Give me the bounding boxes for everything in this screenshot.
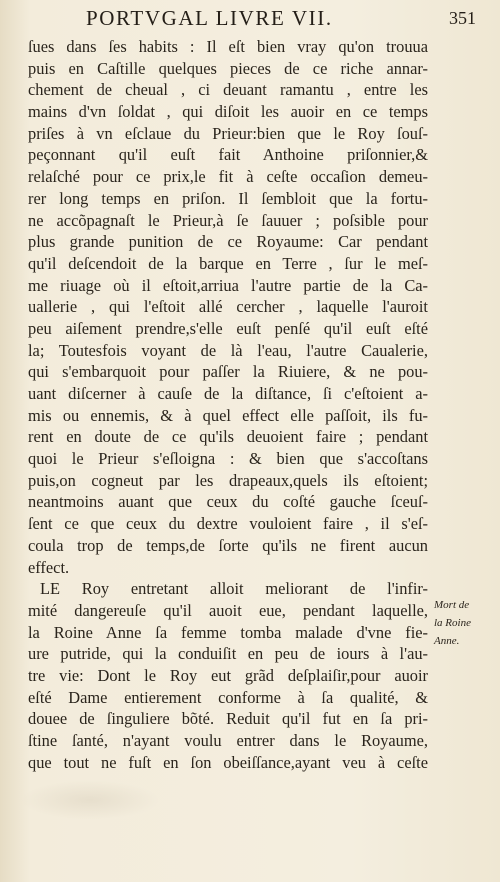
text-line: ure putride, qui la conduiſit en peu de iours à l'au- bbox=[28, 644, 428, 664]
margin-note-line: la Roine bbox=[434, 617, 471, 629]
margin-note bbox=[434, 596, 494, 650]
text-line: rer long temps en priſon. Il ſembloit que la fortu- bbox=[28, 188, 428, 208]
text-line: mis ou ennemis, & à quel effect elle paſſoit, ils fu- bbox=[28, 405, 428, 425]
text-line: rent en doute de ce qu'ils deuoient faire ; pendant bbox=[28, 427, 428, 447]
text-line: puis en Caſtille quelques pieces de ce riche annar- bbox=[28, 58, 428, 78]
text-line: plus grande punition de ce Royaume: Car pendant bbox=[28, 232, 428, 252]
text-line: qui s'embarquoit pour paſſer la Riuiere, & ne pou- bbox=[28, 362, 428, 382]
paper-stain bbox=[20, 780, 160, 820]
running-title: PORTVGAL LIVRE VII. bbox=[86, 6, 333, 30]
text-line: effect. bbox=[28, 557, 70, 577]
margin-note-line: Mort de bbox=[434, 599, 470, 611]
text-line: la Roine Anne ſa femme tomba malade d'vne fie- bbox=[28, 622, 428, 642]
page-header bbox=[86, 6, 476, 32]
text-line: peçonnant qu'il euſt fait Anthoine priſonnier,& bbox=[28, 145, 428, 165]
text-line: qu'il deſcendoit de la barque en Terre , ſur le meſ- bbox=[28, 253, 428, 273]
text-line: me riuage où il eſtoit,arriua l'autre partie de la Ca- bbox=[28, 275, 428, 295]
text-line: mité dangereuſe qu'il auoit eue, pendant laquelle, bbox=[28, 600, 428, 620]
page-number: 351 bbox=[449, 8, 476, 28]
text-line: la; Toutesfois voyant de là l'eau, l'autre Caualerie, bbox=[28, 340, 428, 360]
text-line: uallerie , qui l'eſtoit allé cercher , laquelle l'auroit bbox=[28, 297, 428, 317]
text-line: mains d'vn ſoldat , qui diſoit les auoir en ce temps bbox=[28, 102, 428, 122]
text-line: que tout ne fuſt en ſon obeiſſance,ayant veu à ceſte bbox=[28, 752, 428, 772]
text-line: chement de cheual , ci deuant ramantu , entre les bbox=[28, 80, 428, 100]
margin-note-line: Anne. bbox=[434, 635, 460, 647]
paragraph-start-line: LE Roy entretant alloit meliorant de l'infir- bbox=[40, 579, 428, 599]
text-line: tre vie: Dont le Roy eut grãd deſplaiſir,pour auoir bbox=[28, 665, 428, 685]
text-line: ſtine ſanté, n'ayant voulu entrer dans le Royaume, bbox=[28, 731, 428, 750]
text-line: peu aiſement prendre,s'elle euſt penſé qu'il euſt eſté bbox=[28, 318, 428, 338]
text-line: ne accõpagnaſt le Prieur,à ſe ſauuer ; poſsible pour bbox=[28, 210, 428, 230]
text-line: neantmoins auant que ceux du coſté gauche ſceuſ- bbox=[28, 492, 428, 512]
text-line: quoi le Prieur s'eſloigna : & bien que s'accoſtans bbox=[28, 449, 428, 469]
body-text bbox=[28, 36, 428, 773]
text-line: coula trop de temps,de ſorte qu'ils ne firent aucun bbox=[28, 535, 428, 555]
text-line: puis,on cogneut par les drapeaux,quels ils eſtoient; bbox=[28, 470, 428, 490]
text-line: uant diſcerner à cauſe de la diſtance, ſi c'eſtoient a- bbox=[28, 384, 428, 403]
text-line: eſté Dame entierement conforme à ſa qualité, & bbox=[28, 687, 428, 707]
text-line: ſent ce que ceux du dextre vouloient faire , il s'eſ- bbox=[28, 514, 428, 534]
text-line: relaſché pour ce prix,le fit à ceſte occaſion demeu- bbox=[28, 167, 428, 187]
text-line: ſues dans ſes habits : Il eſt bien vray qu'on trouua bbox=[28, 37, 428, 56]
text-line: priſes à vn eſclaue du Prieur:bien que le Roy ſouſ- bbox=[28, 123, 428, 143]
text-line: douee de ſinguliere bõté. Reduit qu'il fut en ſa pri- bbox=[28, 709, 428, 729]
